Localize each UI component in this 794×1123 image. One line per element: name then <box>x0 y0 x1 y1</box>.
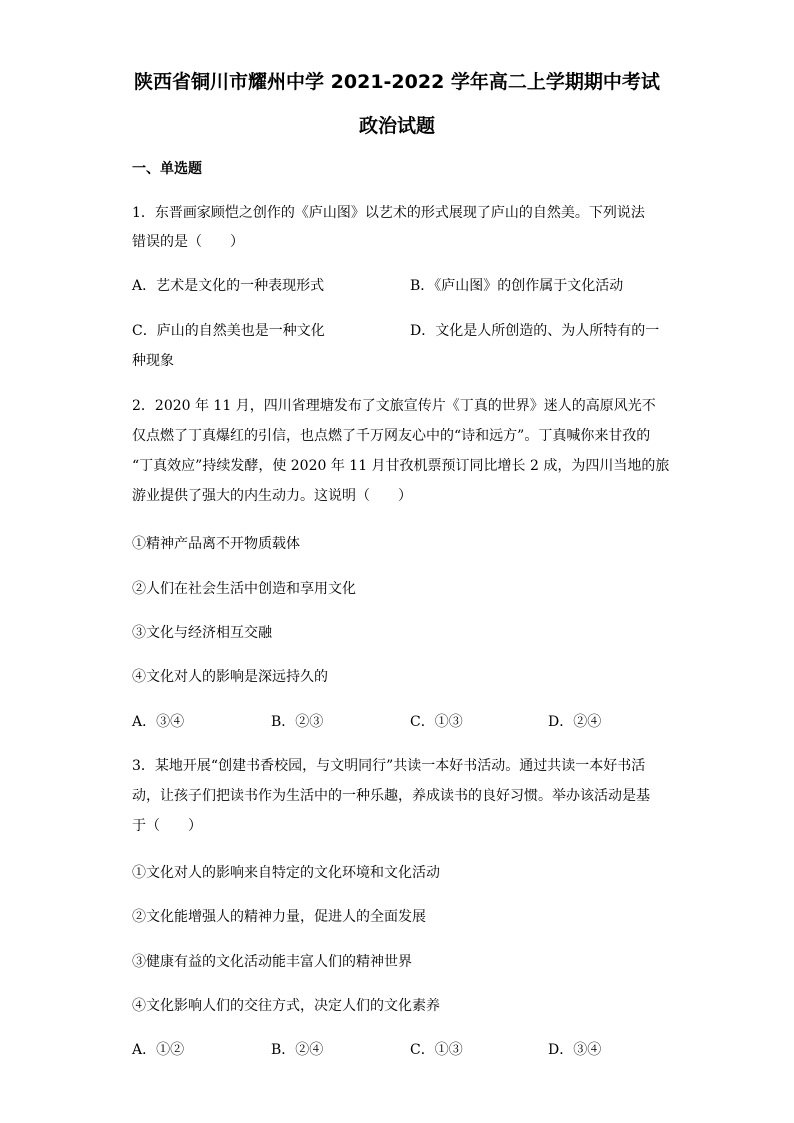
q2-option-b: B．②③ <box>271 714 324 730</box>
q2-option-a: A．③④ <box>132 714 185 730</box>
q3-stem-line-3: 于（ ） <box>132 818 202 834</box>
q1-stem-line-1: 1．东晋画家顾恺之创作的《庐山图》以艺术的形式展现了庐山的自然美。下列说法 <box>132 205 645 221</box>
q1-option-d: D．文化是人所创造的、为人所特有的一 <box>410 323 660 339</box>
q2-stem-line-3: “丁真效应”持续发酵，使 2020 年 11 月甘孜机票预订同比增长 2 成，为四川当地的旅 <box>132 458 670 474</box>
exam-title: 陕西省铜川市耀州中学 2021-2022 学年高二上学期期中考试 <box>134 71 660 93</box>
section-heading: 一、单选题 <box>132 161 202 177</box>
q2-stem-line-2: 仅点燃了丁真爆红的引信，也点燃了千万网友心中的“诗和远方”。丁真喊你来甘孜的 <box>132 428 651 444</box>
q3-option-a: A．①② <box>132 1042 185 1058</box>
q3-statement-2: ②文化能增强人的精神力量，促进人的全面发展 <box>132 909 426 925</box>
q3-option-c: C．①③ <box>410 1042 463 1058</box>
q2-statement-4: ④文化对人的影响是深远持久的 <box>132 669 328 685</box>
q1-option-a: A．艺术是文化的一种表现形式 <box>132 278 325 294</box>
q2-statement-2: ②人们在社会生活中创造和享用文化 <box>132 581 356 597</box>
q2-statement-3: ③文化与经济相互交融 <box>132 625 272 641</box>
q3-statement-1: ①文化对人的影响来自特定的文化环境和文化活动 <box>132 865 440 881</box>
q1-stem-line-2: 错误的是（ ） <box>132 234 244 250</box>
q3-option-d: D．③④ <box>548 1042 602 1058</box>
q3-stem-line-2: 动，让孩子们把读书作为生活中的一种乐趣，养成读书的良好习惯。举办该活动是基 <box>132 788 650 804</box>
q2-stem-line-1: 2．2020 年 11 月，四川省理塘发布了文旅宣传片《丁真的世界》迷人的高原风光不 <box>132 398 656 414</box>
q2-statement-1: ①精神产品离不开物质载体 <box>132 536 300 552</box>
q3-statement-3: ③健康有益的文化活动能丰富人们的精神世界 <box>132 954 412 970</box>
q1-option-d-continued: 种现象 <box>132 353 174 369</box>
q3-stem-line-1: 3．某地开展“创建书香校园，与文明同行”共读一本好书活动。通过共读一本好书活 <box>132 758 646 774</box>
exam-subject: 政治试题 <box>358 115 435 137</box>
q2-stem-line-4: 游业提供了强大的内生动力。这说明（ ） <box>132 488 412 504</box>
q1-option-b: B．《庐山图》的创作属于文化活动 <box>410 278 624 294</box>
q1-option-c: C．庐山的自然美也是一种文化 <box>132 323 325 339</box>
q2-option-d: D．②④ <box>548 714 602 730</box>
q3-statement-4: ④文化影响人们的交往方式，决定人们的文化素养 <box>132 998 440 1014</box>
q2-option-c: C．①③ <box>410 714 463 730</box>
q3-option-b: B．②④ <box>271 1042 324 1058</box>
